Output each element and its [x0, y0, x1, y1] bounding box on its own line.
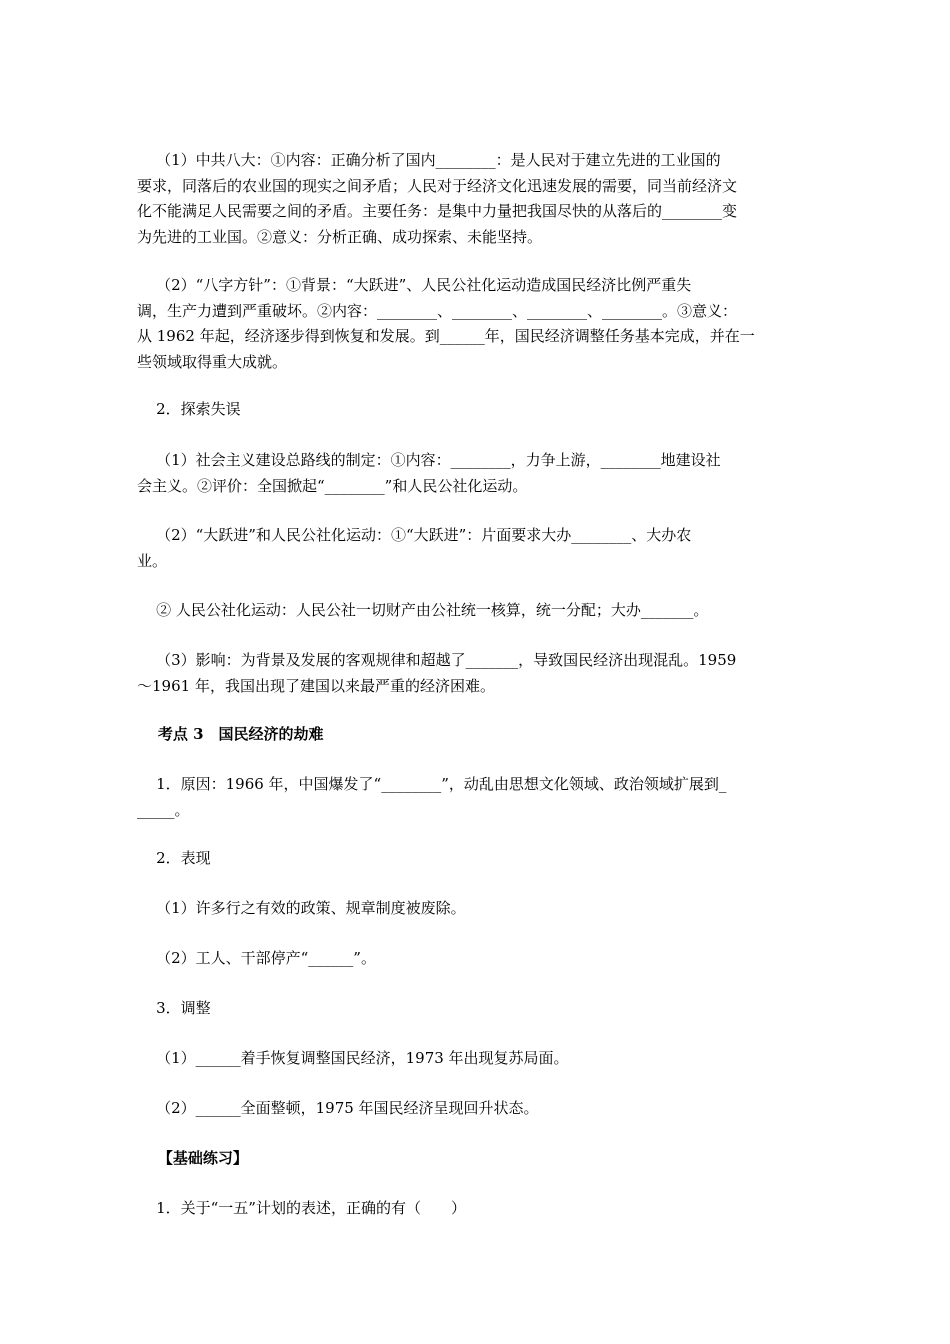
text-line: （2）“八字方针”：①背景：“大跃进”、人民公社化运动造成国民经济比例严重失 — [137, 276, 692, 294]
text-line: 要求，同落后的农业国的现实之间矛盾；人民对于经济文化迅速发展的需要，同当前经济文 — [137, 176, 738, 195]
paragraph — [137, 722, 813, 748]
text-line: （2）______全面整顿，1975 年国民经济呈现回升状态。 — [137, 1099, 539, 1117]
paragraph — [137, 896, 813, 922]
text-line: （3）影响：为背景及发展的客观规律和超越了_______，导致国民经济出现混乱。1959 — [137, 651, 737, 669]
paragraph — [137, 273, 813, 375]
text-line: 从 1962 年起，经济逐步得到恢复和发展。到______年，国民经济调整任务基本完成，并在一 — [137, 327, 755, 345]
paragraph — [137, 397, 813, 423]
text-line: 1．关于“一五”计划的表述，正确的有（ ） — [137, 1199, 466, 1217]
text-line: （1）许多行之有效的政策、规章制度被废除。 — [137, 899, 466, 917]
paragraph — [137, 1146, 813, 1172]
paragraph — [137, 523, 813, 574]
paragraph — [137, 148, 813, 250]
paragraph — [137, 772, 813, 823]
text-line: 考点 3 国民经济的劫难 — [137, 725, 324, 743]
text-line: 为先进的工业国。②意义：分析正确、成功探索、未能坚持。 — [137, 227, 543, 246]
paragraph — [137, 946, 813, 972]
text-line: 业。 — [137, 551, 168, 570]
paragraph — [137, 996, 813, 1022]
text-line: （2）“大跃进”和人民公社化运动：①“大跃进”：片面要求大办________、大办农 — [137, 526, 692, 544]
text-line: 些领域取得重大成就。 — [137, 352, 288, 371]
text-line: （1）______着手恢复调整国民经济，1973 年出现复苏局面。 — [137, 1049, 569, 1067]
text-line: ② 人民公社化运动：人民公社一切财产由公社统一核算，统一分配；大办_______。 — [137, 601, 709, 619]
paragraph — [137, 846, 813, 872]
text-line: （2）工人、干部停产“______”。 — [137, 949, 376, 967]
text-line: （1）社会主义建设总路线的制定：①内容：________，力争上游，________地建设社 — [137, 451, 721, 469]
text-line: 1．原因：1966 年，中国爆发了“________”，动乱由思想文化领域、政治领域扩展到_ — [137, 775, 727, 793]
text-line: （1）中共八大：①内容：正确分析了国内________：是人民对于建立先进的工业国的 — [137, 151, 721, 169]
paragraph — [137, 1046, 813, 1072]
text-line: 化不能满足人民需要之间的矛盾。主要任务：是集中力量把我国尽快的从落后的________变 — [137, 202, 738, 220]
text-line: 会主义。②评价：全国掀起“________”和人民公社化运动。 — [137, 476, 528, 495]
text-line: 2．表现 — [137, 849, 211, 867]
paragraph — [137, 648, 813, 699]
text-line: 3．调整 — [137, 999, 211, 1017]
paragraph — [137, 598, 813, 624]
paragraph — [137, 1196, 813, 1222]
text-line: 调，生产力遭到严重破坏。②内容：________、________、________、________。③意义： — [137, 301, 738, 320]
text-line: 【基础练习】 — [137, 1149, 248, 1167]
paragraph — [137, 1096, 813, 1122]
text-line: _____。 — [137, 800, 190, 819]
paragraph — [137, 448, 813, 499]
text-line: 2．探索失误 — [137, 400, 241, 418]
text-line: ～1961 年，我国出现了建国以来最严重的经济困难。 — [137, 676, 495, 695]
